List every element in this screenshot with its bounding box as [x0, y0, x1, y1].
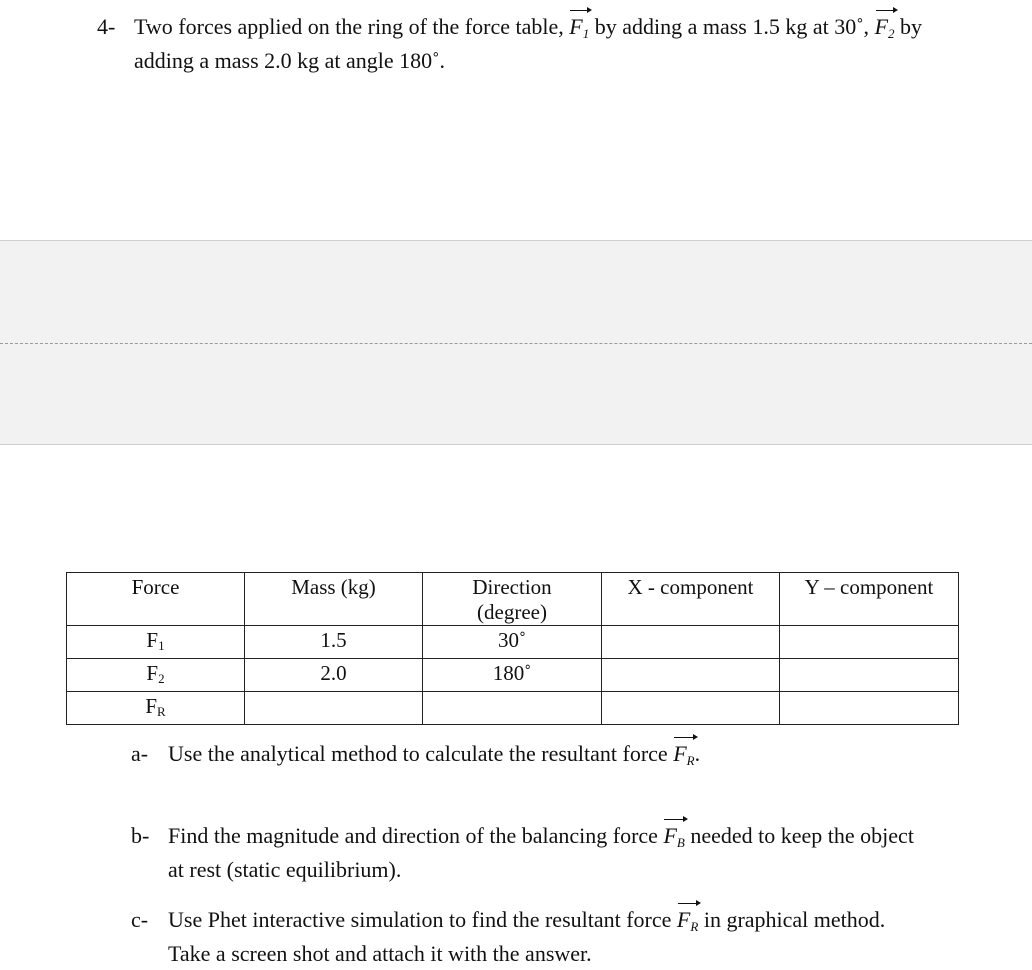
cell-direction[interactable]	[423, 692, 602, 725]
cell-force: $F_2$	[67, 659, 245, 692]
cell-y[interactable]	[780, 659, 959, 692]
force-table	[66, 572, 959, 725]
part-c-line-2: Take a screen shot and attach it with the answer.	[168, 941, 592, 966]
header-force: Force	[67, 573, 245, 626]
table-row	[67, 692, 959, 725]
cell-x[interactable]	[602, 626, 780, 659]
vector-fb: $F_B$	[663, 822, 684, 856]
part-b-label: b-	[131, 823, 150, 848]
vector-fr: $F_R$	[673, 740, 694, 774]
header-mass: Mass (kg)	[245, 573, 423, 626]
part-c-label: c-	[131, 907, 149, 932]
table-header-row	[67, 573, 959, 626]
answer-area[interactable]	[0, 240, 1032, 445]
table-row	[67, 626, 959, 659]
cell-y[interactable]	[780, 626, 959, 659]
vector-fr: $F_R$	[677, 906, 698, 940]
cell-direction: 180˚	[423, 659, 602, 692]
cell-force: $F_1$	[67, 626, 245, 659]
question-number: 4-	[97, 14, 116, 39]
header-direction: Direction (degree)	[423, 573, 602, 626]
header-y-component: Y – component	[780, 573, 959, 626]
part-b-text: Find the magnitude and direction of the balancing force	[168, 823, 658, 848]
cell-force: $F_R$	[67, 692, 245, 725]
part-a-text: Use the analytical method to calculate the resultant force	[168, 741, 668, 766]
cell-mass[interactable]	[245, 692, 423, 725]
question-text	[134, 13, 922, 74]
question-line-1: Two forces applied on the ring of the force table, $F_1$ by adding a mass 1.5 kg at 30˚, $F_2$ by	[134, 13, 922, 47]
cell-x[interactable]	[602, 692, 780, 725]
part-c-text: Use Phet interactive simulation to find the resultant force	[168, 907, 672, 932]
cell-x[interactable]	[602, 659, 780, 692]
vector-f1: $F_1$	[569, 13, 589, 47]
cell-y[interactable]	[780, 692, 959, 725]
header-x-component: X - component	[602, 573, 780, 626]
cell-mass: 2.0	[245, 659, 423, 692]
part-b-line-2: at rest (static equilibrium).	[168, 857, 402, 882]
page-break-line	[0, 343, 1032, 344]
cell-mass: 1.5	[245, 626, 423, 659]
table-row	[67, 659, 959, 692]
vector-f2: $F_2$	[875, 13, 895, 47]
part-a-label: a-	[131, 741, 149, 766]
question-line-2: adding a mass 2.0 kg at angle 180˚.	[134, 48, 445, 73]
cell-direction: 30˚	[423, 626, 602, 659]
